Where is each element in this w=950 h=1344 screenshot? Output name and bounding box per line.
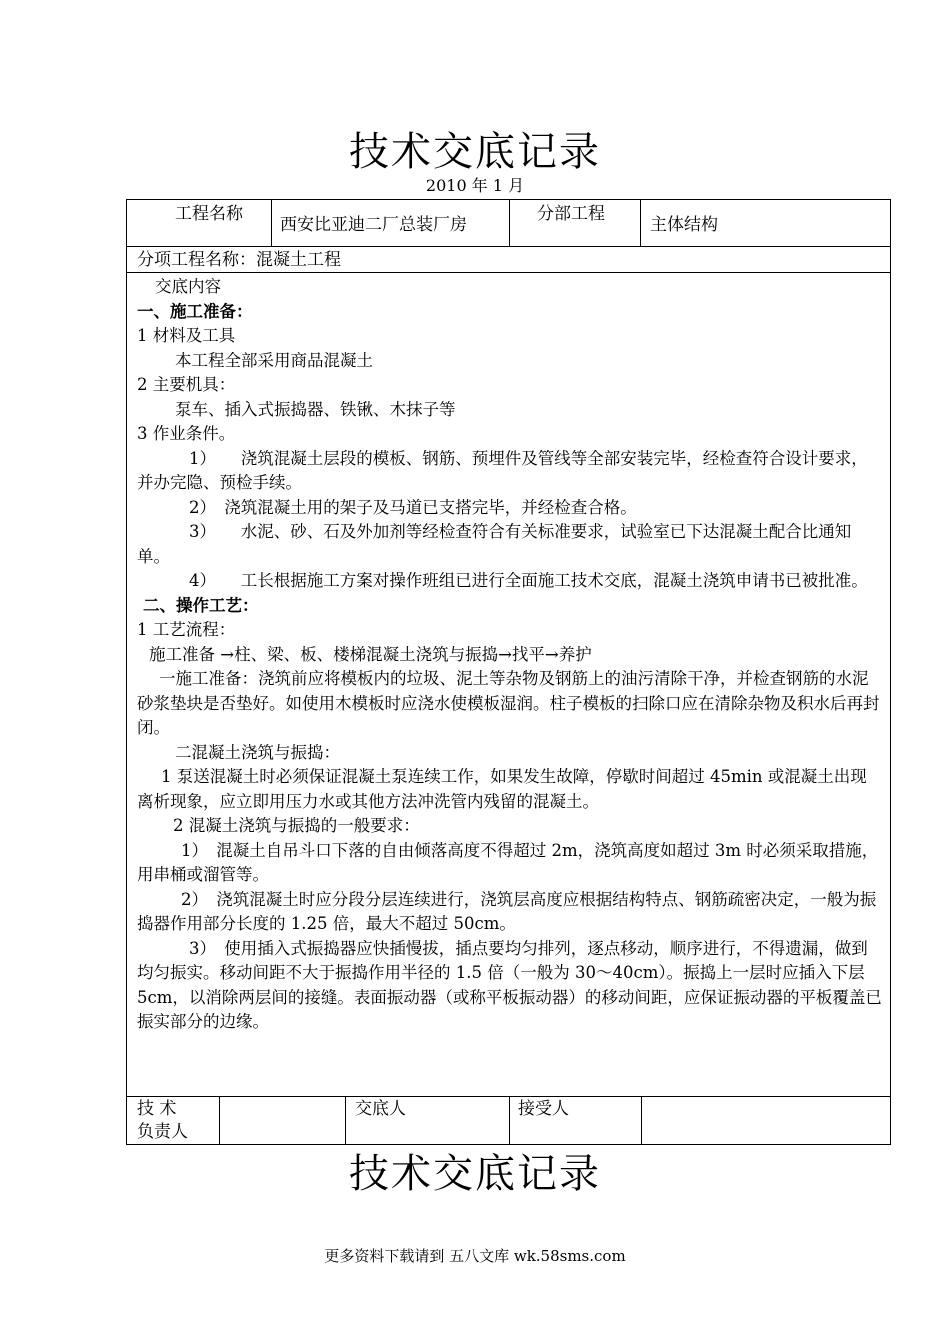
paragraph: 1 泵送混凝土时必须保证混凝土泵连续工作，如果发生故障，停歇时间超过 45min 或混凝土出现离析现象，应立即用压力水或其他方法冲洗管内残留的混凝土。 — [137, 767, 867, 811]
col-divider — [640, 200, 641, 246]
col-divider — [345, 1096, 346, 1144]
list-item: 4） 工长根据施工方案对操作班组已进行全面施工技术交底，混凝土浇筑申请书已被批准。 — [189, 571, 868, 590]
subsection-heading: 3 作业条件。 — [137, 424, 236, 443]
content-heading: 交底内容 — [155, 277, 221, 296]
col-divider — [219, 1096, 220, 1144]
subsection-heading: 2 混凝土浇筑与振捣的一般要求： — [173, 816, 420, 835]
process-flow: 施工准备 →柱、梁、板、楼梯混凝土浇筑与振捣→找平→养护 — [149, 644, 592, 664]
receiver-label: 接受人 — [518, 1099, 569, 1119]
briefing-content — [137, 275, 883, 1035]
paragraph: 本工程全部采用商品混凝土 — [175, 350, 373, 370]
footer-note: 更多资料下载请到 五八文库 wk.58sms.com — [324, 1247, 626, 1265]
page-title-repeat: 技术交底记录 — [349, 1151, 601, 1197]
row-divider — [127, 246, 890, 247]
list-item: 3） 使用插入式振捣器应快插慢拔，插点要均匀排列，逐点移动，顺序进行，不得遗漏，做到均匀振实。移动间距不大于振捣作用半径的 1.5 倍（一般为 30～40cm）。振捣上一层时应插入下层 5cm，以消除两层间的接缝。表面振动器（或称平板振动器）的移动间距，应保证振动器的平板覆盖已振实部分的边缘。 — [137, 938, 882, 1031]
subitem-name: 分项工程名称：混凝土工程 — [137, 250, 341, 270]
col-divider — [509, 1096, 510, 1144]
list-item: 2） 浇筑混凝土用的架子及马道已支搭完毕，并经检查合格。 — [189, 497, 637, 517]
subsection-heading: 二混凝土浇筑与振捣： — [175, 742, 340, 762]
tech-lead-label-line1: 技 术 — [137, 1099, 177, 1119]
division-label: 分部工程 — [537, 204, 605, 224]
section-heading: 一、施工准备： — [137, 301, 253, 321]
project-name-value: 西安比亚迪二厂总装厂房 — [280, 215, 467, 235]
paragraph: 一施工准备：浇筑前应将模板内的垃圾、泥土等杂物及钢筋上的油污清除干净，并检查钢筋的水泥砂浆垫块是否垫好。如使用木模板时应浇水使模板湿润。柱子模板的扫除口应在清除杂物及积水后再封闭。 — [137, 669, 880, 737]
record-date: 2010 年 1 月 — [425, 176, 525, 195]
subsection-heading: 1 工艺流程： — [137, 620, 236, 639]
paragraph: 泵车、插入式振捣器、铁锹、木抹子等 — [175, 399, 456, 419]
list-item: 1） 浇筑混凝土层段的模板、钢筋、预埋件及管线等全部安装完毕，经检查符合设计要求，并办完隐、预检手续。 — [137, 448, 868, 492]
list-item: 1） 混凝土自吊斗口下落的自由倾落高度不得超过 2m，浇筑高度如超过 3m 时必须采取措施，用串桶或溜管等。 — [137, 840, 879, 884]
section-heading: 二、操作工艺： — [143, 595, 259, 615]
col-divider — [641, 1096, 642, 1144]
subsection-heading: 2 主要机具： — [137, 375, 236, 394]
subsection-heading: 1 材料及工具 — [137, 326, 236, 345]
project-name-label: 工程名称 — [175, 204, 243, 224]
list-item: 3） 水泥、砂、石及外加剂等经检查符合有关标准要求，试验室已下达混凝土配合比通知单。 — [137, 522, 852, 566]
division-value: 主体结构 — [650, 215, 718, 235]
tech-lead-label-line2: 负责人 — [137, 1122, 188, 1142]
page-title: 技术交底记录 — [349, 129, 601, 175]
row-divider — [127, 272, 890, 273]
col-divider — [271, 200, 272, 246]
col-divider — [509, 200, 510, 246]
list-item: 2） 浇筑混凝土时应分段分层连续进行，浇筑层高度应根据结构特点、钢筋疏密决定，一般为振捣器作用部分长度的 1.25 倍，最大不超过 50cm。 — [137, 889, 877, 933]
record-sheet — [126, 199, 891, 1145]
briefer-label: 交底人 — [355, 1099, 406, 1119]
